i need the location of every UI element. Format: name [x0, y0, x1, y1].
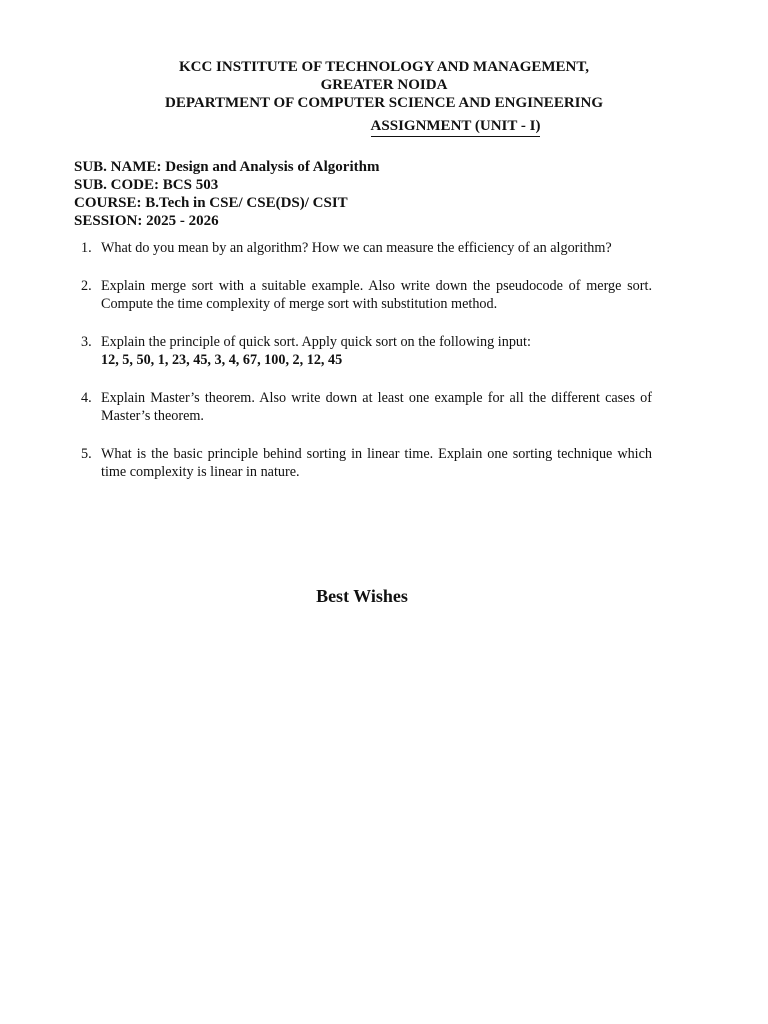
question-number: 3.: [81, 334, 92, 350]
question-number: 4.: [81, 390, 92, 406]
question-item: [74, 389, 652, 425]
institute-name: KCC INSTITUTE OF TECHNOLOGY AND MANAGEMENT,: [178, 59, 590, 75]
question-number: 2.: [81, 278, 92, 294]
course-name: COURSE: B.Tech in CSE/ CSE(DS)/ CSIT: [74, 195, 348, 211]
session: SESSION: 2025 - 2026: [74, 213, 219, 229]
question-text: Explain the principle of quick sort. Apply quick sort on the following input:: [101, 334, 531, 350]
quick-sort-input: 12, 5, 50, 1, 23, 45, 3, 4, 67, 100, 2, 12, 45: [101, 352, 343, 368]
question-text: Explain Master’s theorem. Also write down at least one example for all the different cases of Master’s theorem.: [101, 390, 652, 424]
question-item: [74, 239, 652, 257]
assignment-title: ASSIGNMENT (UNIT - I): [371, 117, 541, 137]
institute-header: [74, 58, 694, 112]
question-item: [74, 333, 652, 369]
question-text: What do you mean by an algorithm? How we can measure the efficiency of an algorithm?: [101, 240, 612, 256]
subject-code: SUB. CODE: BCS 503: [74, 177, 219, 193]
question-item: [74, 445, 652, 481]
question-text: Explain merge sort with a suitable example. Also write down the pseudocode of merge sort. Compute the time complexity of merge sort with substitution method.: [101, 278, 652, 312]
institute-location: GREATER NOIDA: [320, 77, 448, 93]
subject-details: [74, 158, 650, 230]
subject-name: SUB. NAME: Design and Analysis of Algorithm: [74, 159, 380, 175]
question-number: 5.: [81, 446, 92, 462]
question-text: What is the basic principle behind sorting in linear time. Explain one sorting technique which time complexity is linear in nature.: [101, 446, 652, 480]
question-number: 1.: [81, 240, 92, 256]
department-name: DEPARTMENT OF COMPUTER SCIENCE AND ENGINEERING: [165, 95, 603, 111]
closing-message: Best Wishes: [316, 586, 408, 606]
assignment-title-wrap: [74, 117, 694, 137]
question-item: [74, 277, 652, 313]
question-list: [74, 239, 652, 481]
